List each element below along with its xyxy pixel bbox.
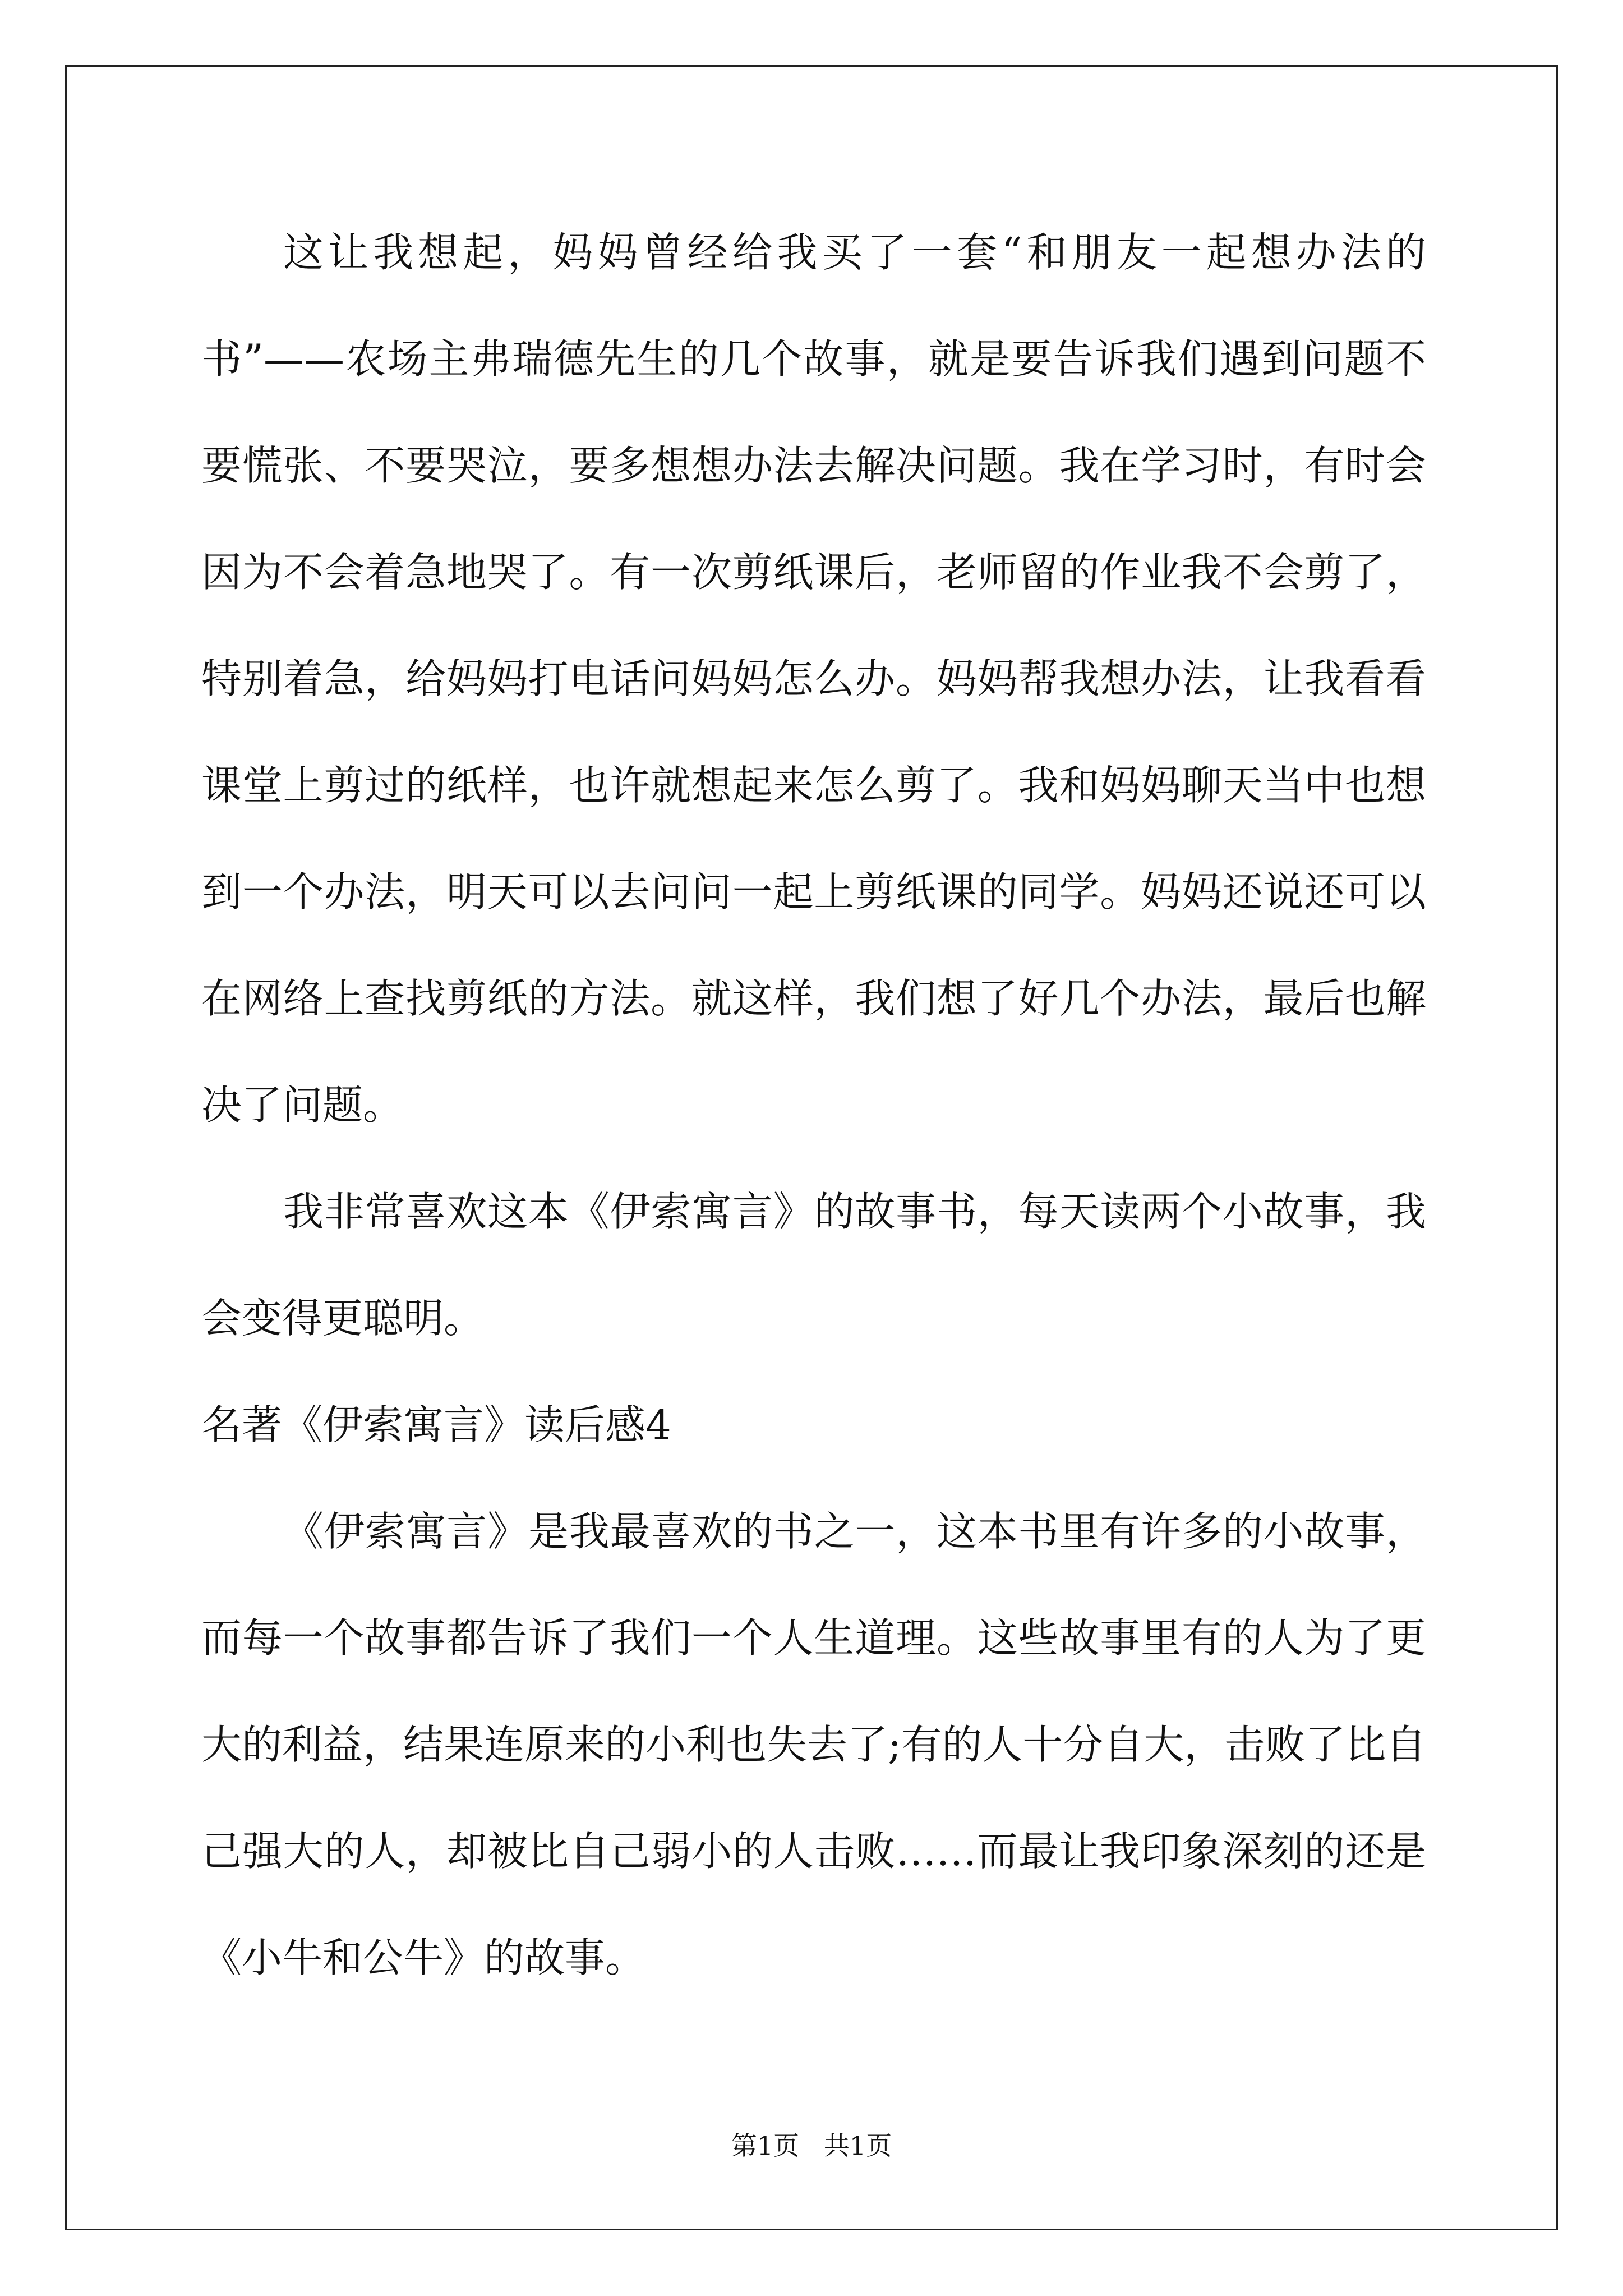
paragraph-line: 课堂上剪过的纸样，也许就想起来怎么剪了。我和妈妈聊天当中也想 (201, 762, 1426, 809)
paragraph-line: 会变得更聪明。 (201, 1295, 485, 1342)
paragraph-line: 要慌张、不要哭泣，要多想想办法去解决问题。我在学习时，有时会 (201, 442, 1426, 489)
page-number-footer: 第1页 共1页 (731, 2131, 892, 2161)
paragraph-line: 《小牛和公牛》的故事。 (201, 1934, 646, 1981)
paragraph-line: 到一个办法，明天可以去问问一起上剪纸课的同学。妈妈还说还可以 (201, 868, 1426, 915)
paragraph-line: 我非常喜欢这本《伊索寓言》的故事书，每天读两个小故事，我 (283, 1188, 1426, 1235)
paragraph-line: 因为不会着急地哭了。有一次剪纸课后，老师留的作业我不会剪了， (201, 549, 1426, 596)
paragraph-line: 这让我想起，妈妈曾经给我买了一套“和朋友一起想办法的 (283, 229, 1426, 276)
section-heading: 名著《伊索寓言》读后感4 (201, 1401, 671, 1448)
paragraph-line: 书”——农场主弗瑞德先生的几个故事，就是要告诉我们遇到问题不 (201, 335, 1426, 383)
paragraph-line: 大的利益，结果连原来的小利也失去了;有的人十分自大，击败了比自 (201, 1721, 1427, 1768)
paragraph-line: 特别着急，给妈妈打电话问妈妈怎么办。妈妈帮我想办法，让我看看 (201, 655, 1426, 702)
paragraph-line: 己强大的人，却被比自己弱小的人击败……而最让我印象深刻的还是 (201, 1828, 1426, 1875)
paragraph-line: 在网络上查找剪纸的方法。就这样，我们想了好几个办法，最后也解 (201, 975, 1426, 1022)
paragraph-line: 决了问题。 (201, 1082, 404, 1129)
paragraph-line: 而每一个故事都告诉了我们一个人生道理。这些故事里有的人为了更 (201, 1614, 1426, 1662)
paragraph-line: 《伊索寓言》是我最喜欢的书之一，这本书里有许多的小故事， (283, 1508, 1426, 1555)
